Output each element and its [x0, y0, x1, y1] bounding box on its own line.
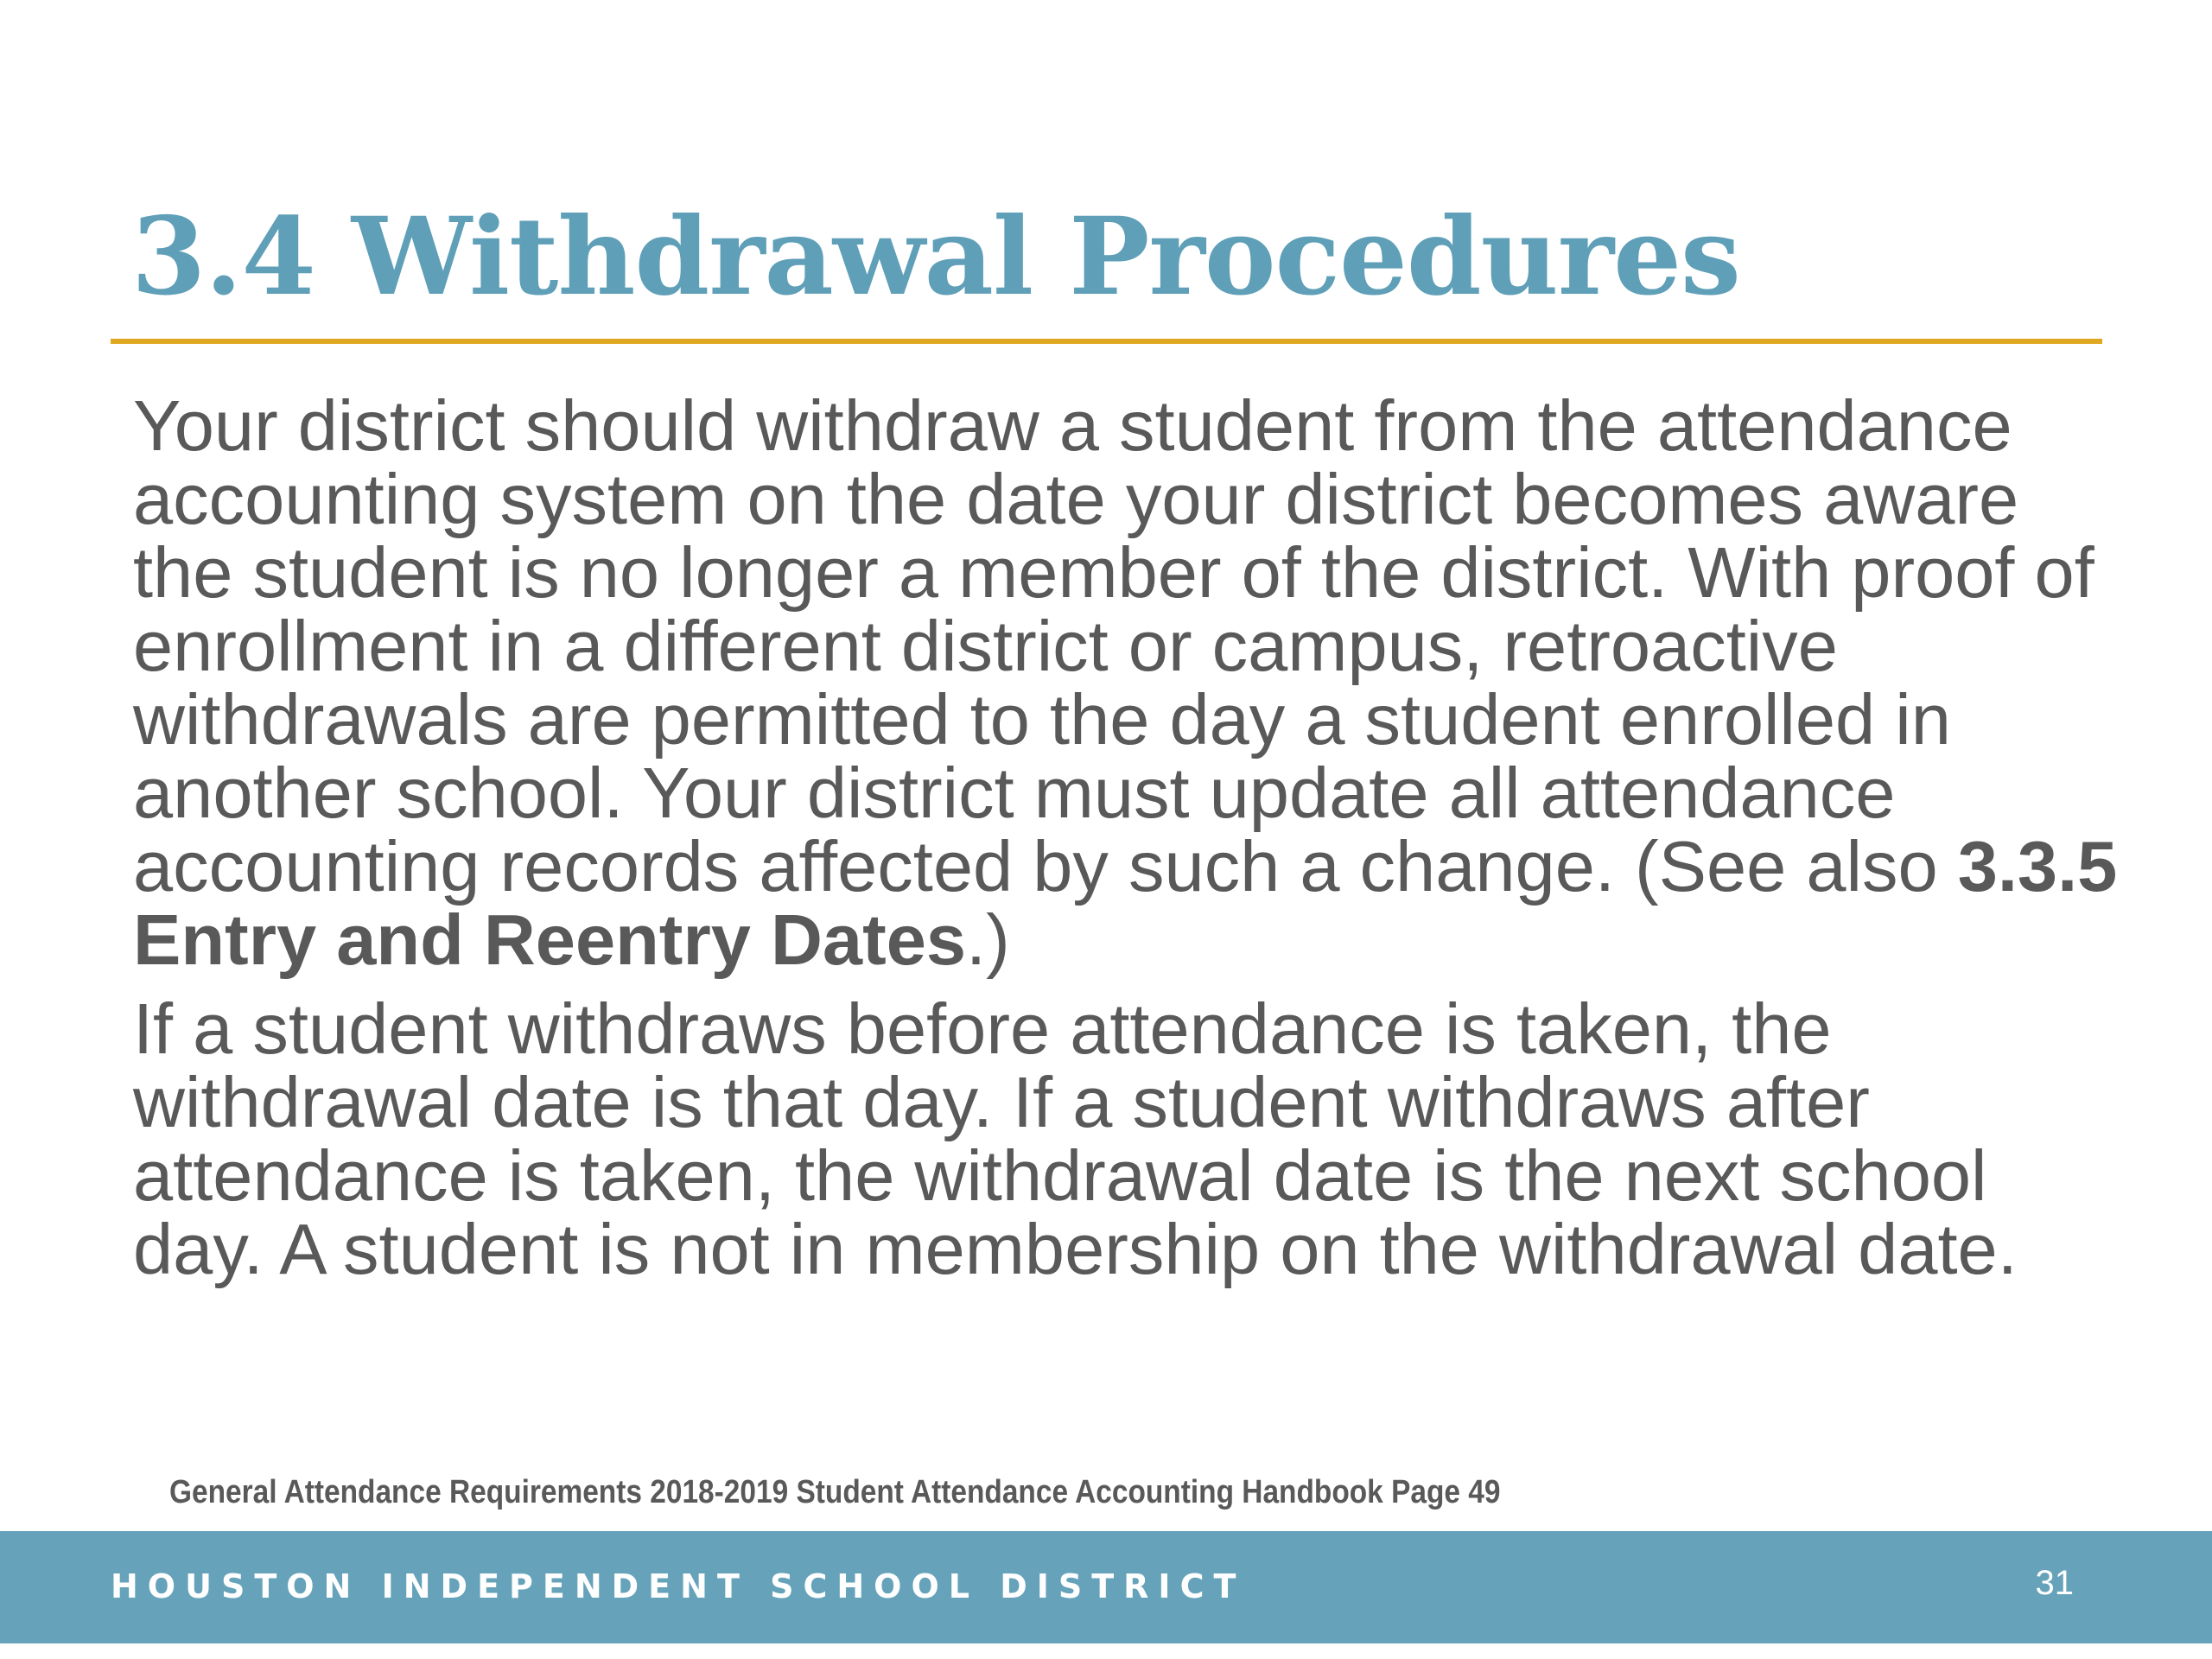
footer-bar — [0, 1531, 2212, 1643]
organization-name: HOUSTON INDEPENDENT SCHOOL DISTRICT — [111, 1567, 1246, 1605]
paragraph-1-text: Your district should withdraw a student from the attendance accounting system on the date your district becomes aware the student is no longer a member of the district. With proof of enrollment in a different district or campus, retroactive withdrawals are permitted to the day a student enrolled in another school. Your district must update all attendance accounting records affected by such a change. (See also — [133, 385, 2094, 906]
source-citation: General Attendance Requirements 2018-2019 Student Attendance Accounting Handbook Page 49 — [169, 1474, 1501, 1510]
body-paragraph-2: If a student withdraws before attendance is taken, the withdrawal date is that day. If a student withdraws after attendance is taken, the withdrawal date is the next school day. A student is not in membership on the withdrawal date. — [133, 988, 2018, 1289]
title-divider — [111, 339, 2102, 344]
slide-number: 31 — [2035, 1564, 2074, 1602]
slide-title: 3.4 Withdrawal Procedures — [131, 194, 1740, 320]
body-paragraph-1 — [133, 385, 2120, 980]
cross-reference: 3.3.5 Entry and Reentry Dates — [133, 826, 2118, 980]
slide-body — [133, 385, 2120, 1289]
paragraph-1-closing: .) — [966, 899, 1010, 980]
